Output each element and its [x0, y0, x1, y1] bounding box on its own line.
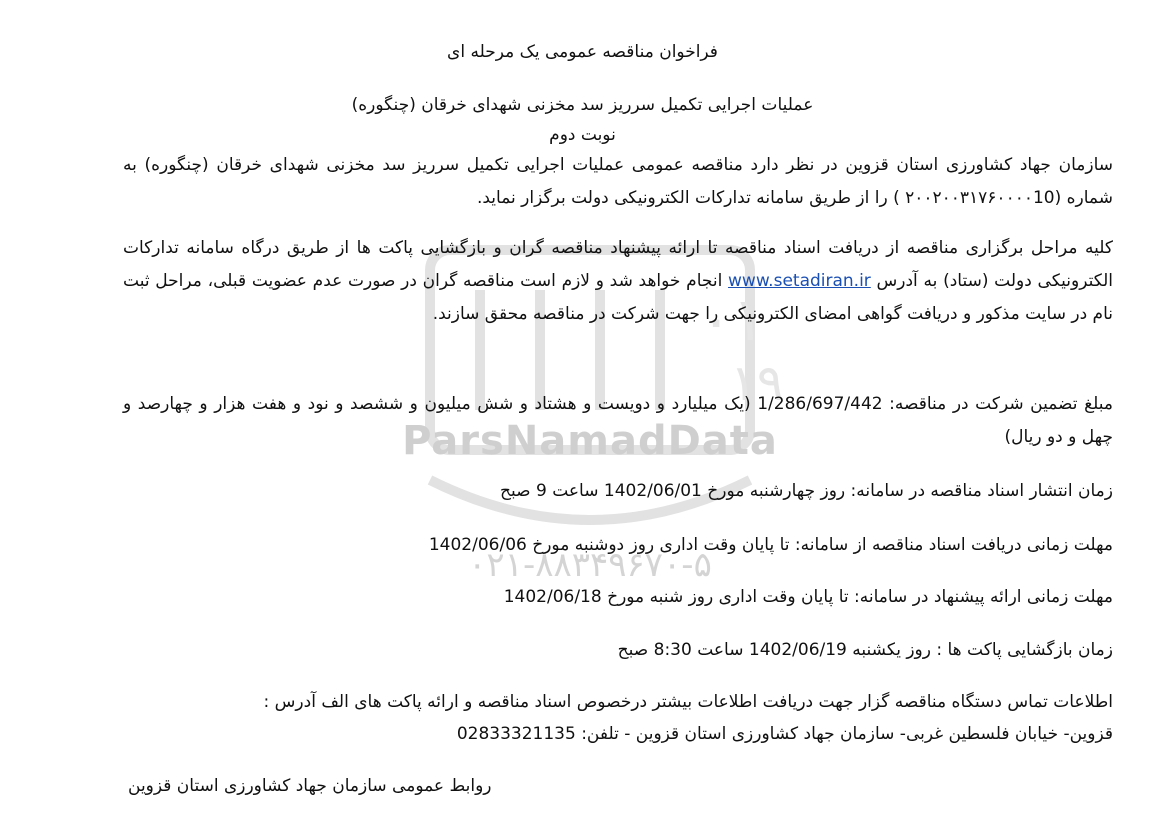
watermark-brand: ParsNamadData — [402, 418, 778, 464]
publish-date: زمان انتشار اسناد مناقصه در سامانه: روز چهارشنبه مورخ 1402/06/01 ساعت 9 صبح — [500, 481, 1113, 501]
intro-paragraph: سازمان جهاد کشاورزی استان قزوین در نظر دارد مناقصه عمومی عملیات اجرایی تکمیل سرریز سد مخزنی شهدای خرقان (چنگوره) به شماره (۲۰۰۲۰۰۳۱۷۶۰۰۰۰10 ) را از طریق سامانه تدارکات الکترونیکی دولت برگزار نماید. — [123, 155, 1113, 208]
svg-text:۱۹: ۱۹ — [730, 354, 784, 412]
procedure-paragraph — [123, 232, 1113, 331]
receive-deadline: مهلت زمانی دریافت اسناد مناقصه از سامانه: تا پایان وقت اداری روز دوشنبه مورخ 1402/06/06 — [428, 535, 1113, 555]
procedure-text-before: کلیه مراحل برگزاری مناقصه از دریافت اسناد مناقصه تا ارائه پیشنهاد مناقصه گران و بازگشایی پاکت ها از طریق درگاه سامانه تدارکات الکترونیکی دولت (ستاد) به آدرس — [123, 238, 1113, 291]
contact-heading: اطلاعات تماس دستگاه مناقصه گزار جهت دریافت اطلاعات بیشتر درخصوص اسناد مناقصه و ارائه پاکت های الف آدرس : — [263, 692, 1113, 712]
opening-date: زمان بازگشایی پاکت ها : روز یکشنبه 1402/06/19 ساعت 8:30 صبح — [617, 640, 1113, 660]
svg-text:۰۱: ۰۱ — [700, 285, 765, 355]
procedure-text-after: انجام خواهد شد و لازم است مناقصه گران در صورت عدم عضویت قبلی، مراحل ثبت نام در سایت مذکور و دریافت گواهی امضای الکترونیکی را جهت شرکت در مناقصه محقق سازند. — [123, 271, 1113, 324]
signature: روابط عمومی سازمان جهاد کشاورزی استان قزوین — [128, 776, 492, 796]
submit-deadline: مهلت زمانی ارائه پیشنهاد در سامانه: تا پایان وقت اداری روز شنبه مورخ 1402/06/18 — [503, 587, 1113, 607]
setadiran-link[interactable]: www.setadiran.ir — [728, 271, 871, 291]
contact-address: قزوین- خیابان فلسطین غربی- سازمان جهاد کشاورزی استان قزوین - تلفن: 02833321135 — [456, 724, 1113, 744]
guarantee-paragraph: مبلغ تضمین شرکت در مناقصه: 1/286/697/442 (یک میلیارد و دویست و هشتاد و شش میلیون و ششصد و نود و هفت هزار و چهارصد و چهل و دو ریال) — [123, 394, 1113, 447]
watermark-phone: ۰۲۱-۸۸۳۴۹۶۷۰-۵ — [468, 545, 712, 585]
notice-title: فراخوان مناقصه عمومی یک مرحله ای — [447, 42, 718, 62]
notice-subject: عملیات اجرایی تکمیل سرریز سد مخزنی شهدای خرقان (چنگوره) — [351, 95, 814, 115]
notice-round: نوبت دوم — [549, 125, 616, 145]
